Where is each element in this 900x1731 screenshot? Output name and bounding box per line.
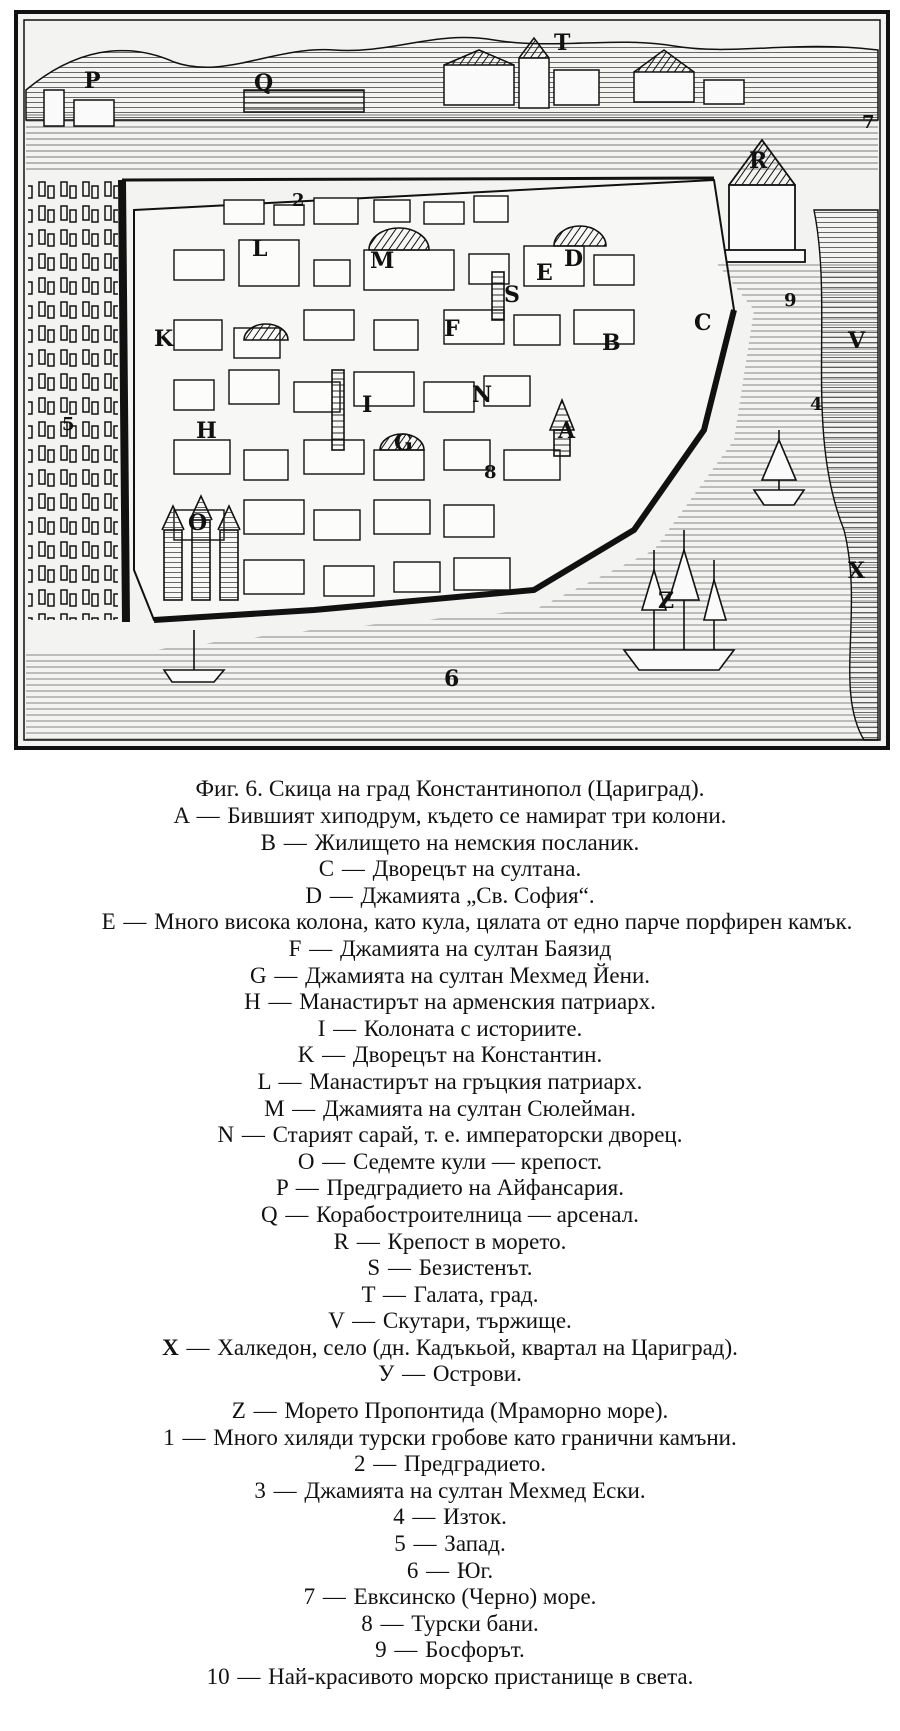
legend-item xyxy=(0,1335,900,1362)
legend-separator: — xyxy=(182,1424,206,1450)
map-label-7: 7 xyxy=(862,112,875,133)
legend-separator: — xyxy=(373,1451,397,1477)
legend-key: 7 xyxy=(303,1584,316,1610)
legend-text: Колоната с историите. xyxy=(363,1015,583,1041)
legend-key: 6 xyxy=(406,1557,419,1583)
legend-item xyxy=(0,1042,900,1069)
legend-text: Галата, град. xyxy=(413,1281,539,1307)
map-label-v: V xyxy=(848,328,866,354)
legend-separator: — xyxy=(322,1584,346,1610)
map-label-q: Q xyxy=(254,70,274,96)
figure-caption xyxy=(0,776,900,1691)
legend-key: A xyxy=(173,803,189,828)
legend-text: Острови. xyxy=(432,1361,522,1387)
map-label-a: A xyxy=(558,418,576,444)
legend-text: Манастирът на арменския патриарх. xyxy=(299,989,656,1015)
legend-text: Крепост в морето. xyxy=(387,1228,567,1254)
legend-text: Жилището на немския посланик. xyxy=(314,829,640,855)
legend-key: K xyxy=(297,1042,315,1068)
legend-key: P xyxy=(276,1175,288,1201)
legend-key: N xyxy=(217,1122,235,1148)
legend-separator: — xyxy=(352,1308,376,1334)
map-label-t: T xyxy=(554,30,571,56)
land-wall xyxy=(122,180,126,622)
legend-key: V xyxy=(328,1308,345,1334)
map-label-e: E xyxy=(536,260,553,286)
map-engraving xyxy=(14,10,890,750)
legend-key: 3 xyxy=(254,1477,266,1503)
legend-item xyxy=(0,1637,900,1664)
map-label-h: H xyxy=(196,418,217,444)
map-label-4: 4 xyxy=(810,394,823,415)
legend-text: Корабостроителница — арсенал. xyxy=(316,1201,639,1227)
legend-separator: — xyxy=(295,1175,319,1201)
legend-separator: — xyxy=(322,1042,346,1068)
legend-item xyxy=(0,1149,900,1176)
legend-separator: — xyxy=(123,909,147,935)
legend-key: 8 xyxy=(361,1610,373,1636)
map-label-r: R xyxy=(749,148,768,174)
legend-key: Z xyxy=(231,1398,246,1424)
legend-key: S xyxy=(367,1255,381,1281)
legend-key: Q xyxy=(261,1201,278,1227)
legend-text: Манастирът на гръцкия патриарх. xyxy=(309,1068,643,1094)
map-label-o: O xyxy=(188,510,208,536)
legend-text: Изток. xyxy=(443,1504,507,1530)
legend-item xyxy=(0,936,900,963)
legend-item xyxy=(0,1096,900,1123)
legend-item xyxy=(0,1478,900,1505)
legend-separator: — xyxy=(274,962,298,988)
legend-key: C xyxy=(318,856,335,882)
legend-separator: — xyxy=(426,1557,450,1583)
legend-text: Много висока колона, като кула, цялата от едно парче порфирен камък. xyxy=(154,909,853,935)
legend-text: Бившият хиподрум, където се намират три колони. xyxy=(227,803,727,828)
map-label-g: G xyxy=(394,430,413,456)
legend-key: T xyxy=(361,1281,376,1307)
map-label-n: N xyxy=(472,382,493,408)
legend-separator: — xyxy=(283,829,307,855)
legend-separator: — xyxy=(273,1477,297,1503)
legend-text: Предградието. xyxy=(403,1451,547,1477)
map-label-p: P xyxy=(84,68,101,94)
legend-text: Най-красивото морско пристанище в света. xyxy=(268,1664,694,1689)
map-label-i: I xyxy=(362,392,373,418)
legend-item xyxy=(0,1361,900,1388)
map-label-m: M xyxy=(370,248,395,274)
legend-separator: — xyxy=(329,882,353,908)
legend-key: 2 xyxy=(353,1451,366,1477)
legend-text: Морето Пропонтида (Мраморно море). xyxy=(284,1398,669,1424)
legend-separator: — xyxy=(394,1637,418,1663)
map-label-x: X xyxy=(848,558,866,584)
legend-separator: — xyxy=(412,1504,436,1530)
map-label-b: B xyxy=(602,330,621,356)
legend-item xyxy=(0,856,900,883)
legend-item xyxy=(0,989,900,1016)
legend-key: 10 xyxy=(206,1664,230,1689)
map-label-6: 6 xyxy=(444,666,460,692)
legend-item xyxy=(0,1016,900,1043)
legend-item xyxy=(0,1175,900,1202)
legend-text: Юг. xyxy=(456,1557,494,1583)
legend-item xyxy=(0,1451,900,1478)
legend-list xyxy=(0,803,900,1691)
legend-separator: — xyxy=(278,1068,302,1094)
legend-item xyxy=(0,1122,900,1149)
map-label-8: 8 xyxy=(484,462,497,483)
legend-key: L xyxy=(257,1068,271,1094)
legend-separator: — xyxy=(402,1361,426,1387)
map-label-9: 9 xyxy=(784,290,797,311)
legend-item xyxy=(0,1664,900,1691)
constantinople-sketch xyxy=(14,10,890,750)
legend-item xyxy=(0,1308,900,1335)
legend-separator: — xyxy=(387,1255,411,1281)
legend-separator: — xyxy=(186,1334,210,1360)
legend-item xyxy=(0,1504,900,1531)
legend-text: Джамията на султан Мехмед Йени. xyxy=(305,962,651,988)
map-label-f: F xyxy=(444,316,460,342)
legend-separator: — xyxy=(196,803,220,828)
legend-item xyxy=(0,1531,900,1558)
legend-key: E xyxy=(101,909,116,935)
legend-text: Скутари, тържище. xyxy=(382,1308,572,1334)
graves-field xyxy=(28,180,118,620)
legend-key: У xyxy=(378,1361,395,1387)
legend-key: B xyxy=(260,829,277,855)
legend-key: H xyxy=(244,989,261,1015)
legend-separator: — xyxy=(292,1095,316,1121)
legend-text: Много хиляди турски гробове като гранични камъни. xyxy=(213,1424,737,1450)
legend-text: Седемте кули — крепост. xyxy=(352,1148,603,1174)
legend-separator: — xyxy=(382,1281,406,1307)
legend-text: Босфорът. xyxy=(425,1637,525,1663)
legend-text: Предградието на Айфансария. xyxy=(326,1175,624,1201)
legend-key: X xyxy=(162,1334,179,1360)
legend-separator: — xyxy=(285,1201,309,1227)
legend-item xyxy=(0,1611,900,1638)
legend-separator: — xyxy=(356,1228,380,1254)
legend-item xyxy=(0,1398,900,1425)
legend-item xyxy=(0,1229,900,1256)
legend-text: Джамията на султан Сюлейман. xyxy=(323,1095,636,1121)
legend-separator: — xyxy=(253,1398,277,1424)
legend-text: Джамията „Св. София“. xyxy=(360,882,595,908)
legend-text: Безистенът. xyxy=(418,1255,533,1281)
legend-item xyxy=(0,963,900,990)
map-label-k: K xyxy=(154,326,174,352)
legend-separator: — xyxy=(413,1531,437,1557)
legend-key: 5 xyxy=(394,1531,406,1557)
legend-text: Турски бани. xyxy=(411,1610,539,1636)
legend-key: D xyxy=(305,882,323,908)
legend-item xyxy=(0,1255,900,1282)
legend-text: Джамията на султан Мехмед Ески. xyxy=(304,1477,646,1503)
legend-separator: — xyxy=(333,1015,357,1041)
legend-item xyxy=(0,1584,900,1611)
map-label-c: C xyxy=(694,310,712,336)
legend-text: Джамията на султан Баязид xyxy=(339,935,612,961)
legend-key: 4 xyxy=(393,1504,405,1530)
legend-key: G xyxy=(249,962,267,988)
legend-item xyxy=(0,1558,900,1585)
legend-text: Дворецът на султана. xyxy=(372,856,582,882)
legend-separator: — xyxy=(309,935,333,961)
map-label-2: 2 xyxy=(292,190,305,211)
legend-text: Евксинско (Черно) море. xyxy=(353,1584,597,1610)
legend-key: M xyxy=(264,1095,285,1121)
legend-separator: — xyxy=(341,856,365,882)
legend-separator: — xyxy=(322,1148,346,1174)
legend-separator: — xyxy=(241,1122,265,1148)
map-label-l: L xyxy=(252,236,268,262)
legend-item xyxy=(0,803,900,830)
legend-separator: — xyxy=(237,1664,261,1689)
legend-text: Халкедон, село (дн. Кадъкьой, квартал на Цариград). xyxy=(217,1334,738,1360)
legend-separator: — xyxy=(268,989,292,1015)
caption-title: Фиг. 6. Скица на град Константинопол (Цариград). xyxy=(195,776,705,802)
legend-item xyxy=(0,1282,900,1309)
legend-text: Запад. xyxy=(444,1531,506,1557)
legend-item xyxy=(0,883,900,910)
map-label-s: S xyxy=(504,282,520,308)
legend-key: 9 xyxy=(375,1637,387,1663)
legend-text: Дворецът на Константин. xyxy=(352,1042,603,1068)
legend-item xyxy=(0,830,900,857)
legend-item xyxy=(0,1425,900,1452)
legend-key: I xyxy=(317,1015,326,1041)
legend-key: F xyxy=(288,935,302,961)
map-label-d: D xyxy=(564,246,584,272)
legend-item xyxy=(0,1202,900,1229)
legend-item xyxy=(0,909,900,936)
legend-key: R xyxy=(333,1228,350,1254)
legend-text: Старият сарай, т. е. императорски дворец. xyxy=(272,1122,683,1148)
legend-separator: — xyxy=(380,1610,404,1636)
map-label-5: 5 xyxy=(62,414,75,435)
legend-key: O xyxy=(297,1148,315,1174)
legend-item xyxy=(0,1069,900,1096)
legend-key: 1 xyxy=(163,1424,175,1450)
map-label-z: Z xyxy=(658,588,675,614)
